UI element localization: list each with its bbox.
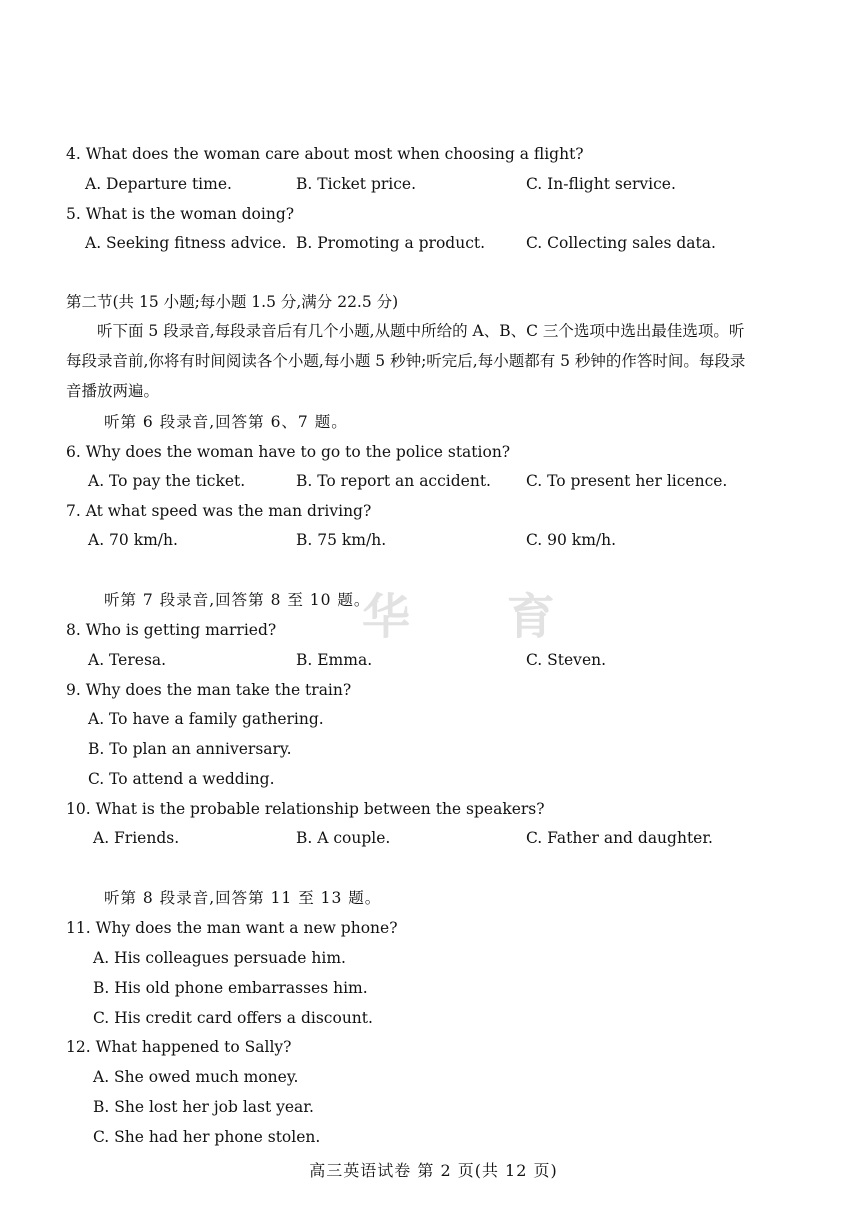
q12-option-b: B. She lost her job last year. <box>93 1098 314 1116</box>
q10-option-b: B. A couple. <box>296 829 391 847</box>
q8-option-c: C. Steven. <box>526 651 607 669</box>
q6-option-c: C. To present her licence. <box>526 472 728 490</box>
question-11: 11. Why does the man want a new phone? <box>66 919 398 937</box>
q11-option-a: A. His colleagues persuade him. <box>93 949 346 967</box>
q4-option-b: B. Ticket price. <box>296 175 417 193</box>
watermark: 华 育 <box>362 589 595 645</box>
question-6: 6. Why does the woman have to go to the police station? <box>66 443 511 461</box>
q8-option-b: B. Emma. <box>296 651 373 669</box>
question-12: 12. What happened to Sally? <box>66 1038 292 1056</box>
group-instruction-6: 听第 6 段录音,回答第 6、7 题。 <box>104 413 348 431</box>
group-instruction-7: 听第 7 段录音,回答第 8 至 10 题。 <box>104 591 371 609</box>
question-10: 10. What is the probable relationship between the speakers? <box>66 800 545 818</box>
q5-option-a: A. Seeking fitness advice. <box>85 234 287 252</box>
q11-option-b: B. His old phone embarrasses him. <box>93 979 368 997</box>
q7-option-b: B. 75 km/h. <box>296 531 387 549</box>
section-instructions: 听下面 5 段录音,每段录音后有几个小题,从题中所给的 A、B、C 三个选项中选出最佳选项。听每段录音前,你将有时间阅读各个小题,每小题 5 秒钟;听完后,每小题都有 5 秒钟的作答时间。每段录音播放两遍。 <box>66 322 746 400</box>
q12-option-a: A. She owed much money. <box>93 1068 299 1086</box>
q9-option-b: B. To plan an anniversary. <box>88 740 292 758</box>
q9-option-a: A. To have a family gathering. <box>88 710 324 728</box>
q11-option-c: C. His credit card offers a discount. <box>93 1009 373 1027</box>
q6-option-b: B. To report an accident. <box>296 472 491 490</box>
question-8: 8. Who is getting married? <box>66 621 277 639</box>
group-instruction-8: 听第 8 段录音,回答第 11 至 13 题。 <box>104 889 382 907</box>
q4-option-a: A. Departure time. <box>85 175 232 193</box>
q5-option-c: C. Collecting sales data. <box>526 234 716 252</box>
q7-option-a: A. 70 km/h. <box>88 531 178 549</box>
q8-option-a: A. Teresa. <box>88 651 167 669</box>
q10-option-c: C. Father and daughter. <box>526 829 713 847</box>
question-5: 5. What is the woman doing? <box>66 205 295 223</box>
question-4: 4. What does the woman care about most when choosing a flight? <box>66 145 584 163</box>
q6-option-a: A. To pay the ticket. <box>88 472 246 490</box>
question-7: 7. At what speed was the man driving? <box>66 502 372 520</box>
page-footer: 高三英语试卷 第 2 页(共 12 页) <box>309 1161 558 1180</box>
q7-option-c: C. 90 km/h. <box>526 531 617 549</box>
q4-option-c: C. In-flight service. <box>526 175 676 193</box>
q9-option-c: C. To attend a wedding. <box>88 770 275 788</box>
q10-option-a: A. Friends. <box>93 829 180 847</box>
section-title: 第二节(共 15 小题;每小题 1.5 分,满分 22.5 分) <box>66 293 399 311</box>
question-9: 9. Why does the man take the train? <box>66 681 352 699</box>
q12-option-c: C. She had her phone stolen. <box>93 1128 321 1146</box>
q5-option-b: B. Promoting a product. <box>296 234 486 252</box>
